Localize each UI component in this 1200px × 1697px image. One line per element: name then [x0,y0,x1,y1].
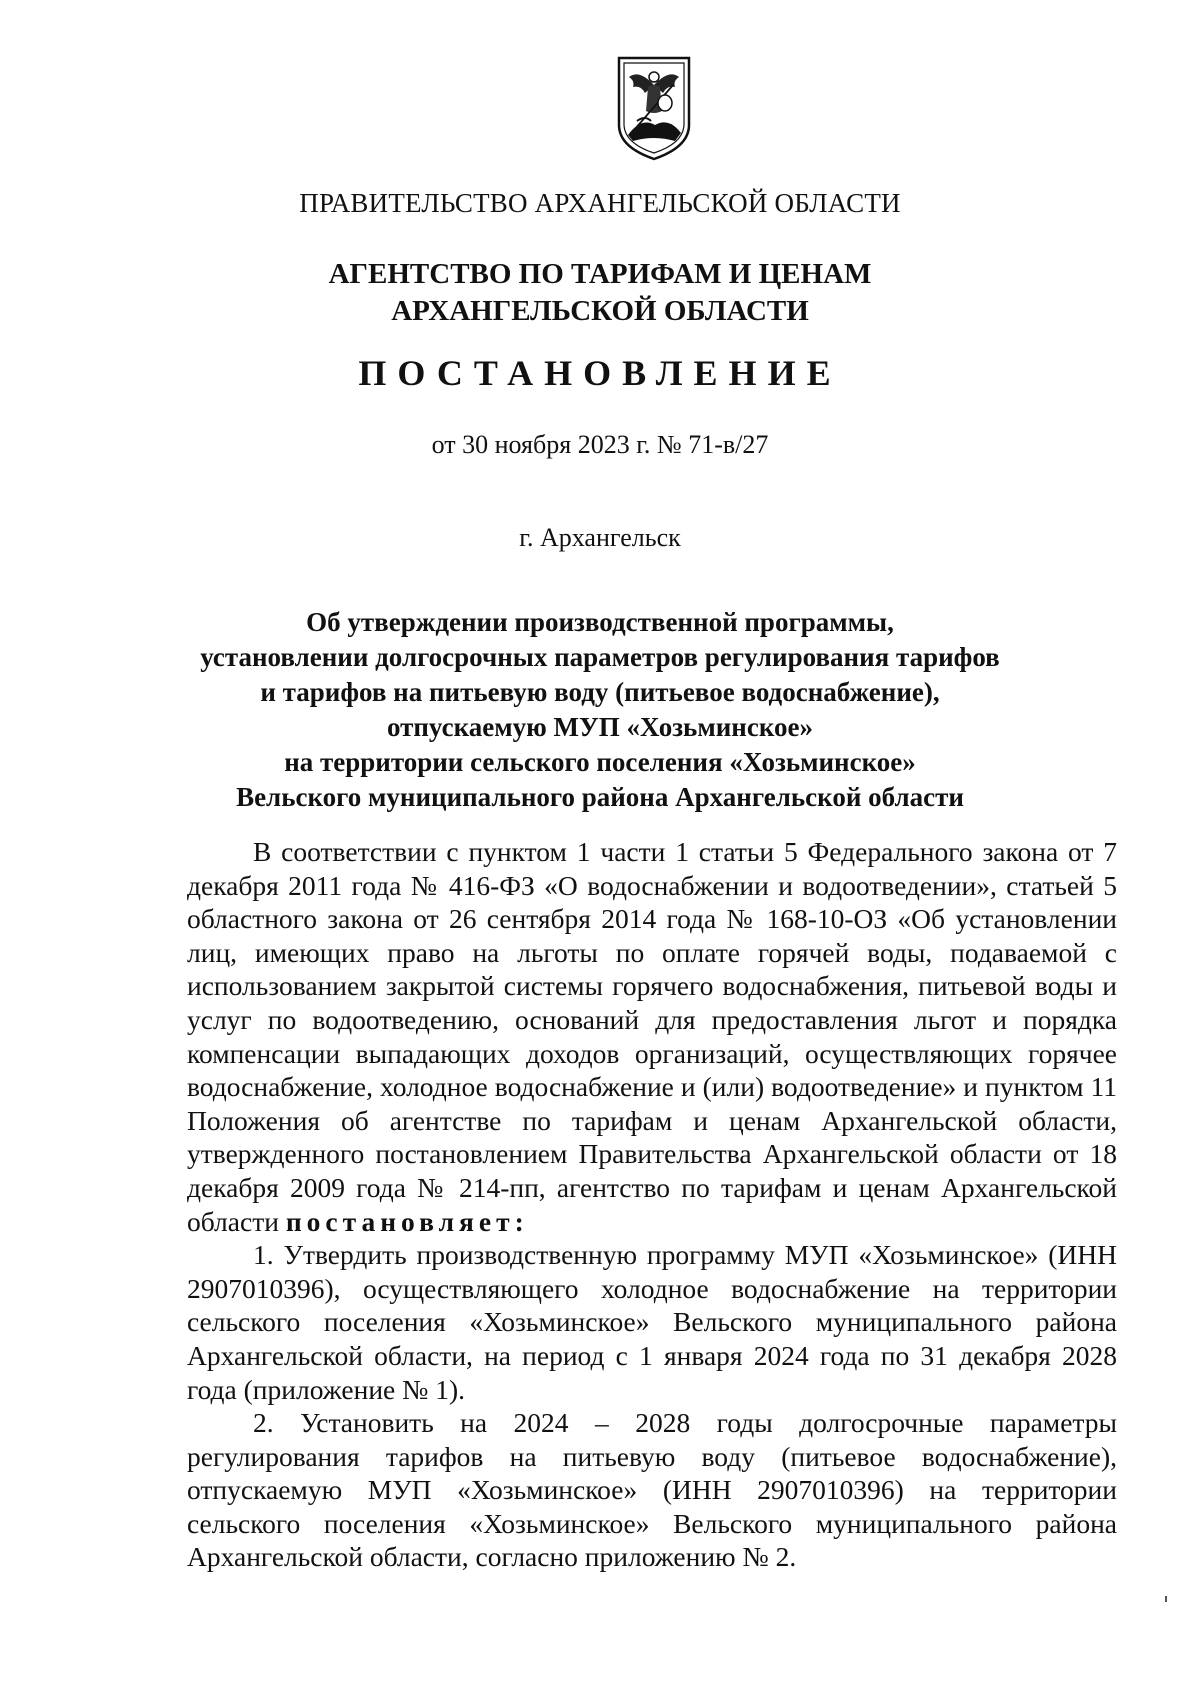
agency-name-line-2: АРХАНГЕЛЬСКОЙ ОБЛАСТИ [391,295,809,327]
title-line: на территории сельского поселения «Хозьминское» [284,747,916,777]
document-type: ПОСТАНОВЛЕНИЕ [358,353,842,393]
document-title [0,605,1200,815]
title-line: Вельского муниципального района Архангельской области [236,782,964,812]
preamble-text: В соответствии с пунктом 1 части 1 статьи 5 Федерального закона от 7 декабря 2011 года № 416-ФЗ «О водоснабжении и водоотведении», статьей 5 областного закона от 26 сентября 2014 года № 168-10-ОЗ «Об установлении лиц, имеющих право на льготы по оплате горячей воды, подаваемой с использованием закрытой системы горячего водоснабжения, питьевой воды и услуг по водоотведению, оснований для предоставления льгот и порядка компенсации выпадающих доходов организаций, осуществляющих горячее водоснабжение, холодное водоснабжение и (или) водоотведение» и пунктом 11 Положения об агентстве по тарифам и ценам Архангельской области, утвержденного постановлением Правительства Архангельской области от 18 декабря 2009 года № 214-пп, агентство по тарифам и ценам Архангельской области [187,836,1117,1237]
item-2-paragraph: 2. Установить на 2024 – 2028 годы долгосрочные параметры регулирования тарифов на питьевую воду (питьевое водоснабжение), отпускаемую МУП «Хозьминское» (ИНН 2907010396) на территории сельского поселения «Хозьминское» Вельского муниципального района Архангельской области, согласно приложению № 2. [187,1407,1117,1573]
title-line: установлении долгосрочных параметров регулирования тарифов [200,642,1000,672]
archangel-coat-of-arms-icon [615,55,693,161]
preamble-paragraph [187,835,1117,1238]
title-line: Об утверждении производственной программы, [306,607,894,637]
agency-name-line-1: АГЕНТСТВО ПО ТАРИФАМ И ЦЕНАМ [328,258,872,290]
document-date-number: от 30 ноября 2023 г. № 71-в/27 [431,430,769,459]
scan-mark [1165,1596,1167,1602]
document-body [187,835,1117,1574]
item-1-paragraph: 1. Утвердить производственную программу МУП «Хозьминское» (ИНН 2907010396), осуществляющего холодное водоснабжение на территории сельского поселения «Хозьминское» Вельского муниципального района Архангельской области, на период с 1 января 2024 года по 31 декабря 2028 года (приложение № 1). [187,1239,1117,1405]
title-line: отпускаемую МУП «Хозьминское» [386,712,814,742]
decree-word: постановляет: [285,1205,529,1237]
government-name: ПРАВИТЕЛЬСТВО АРХАНГЕЛЬСКОЙ ОБЛАСТИ [299,188,901,218]
document-city: г. Архангельск [519,523,681,552]
title-line: и тарифов на питьевую воду (питьевое водоснабжение), [260,677,940,707]
agency-name [0,256,1200,330]
